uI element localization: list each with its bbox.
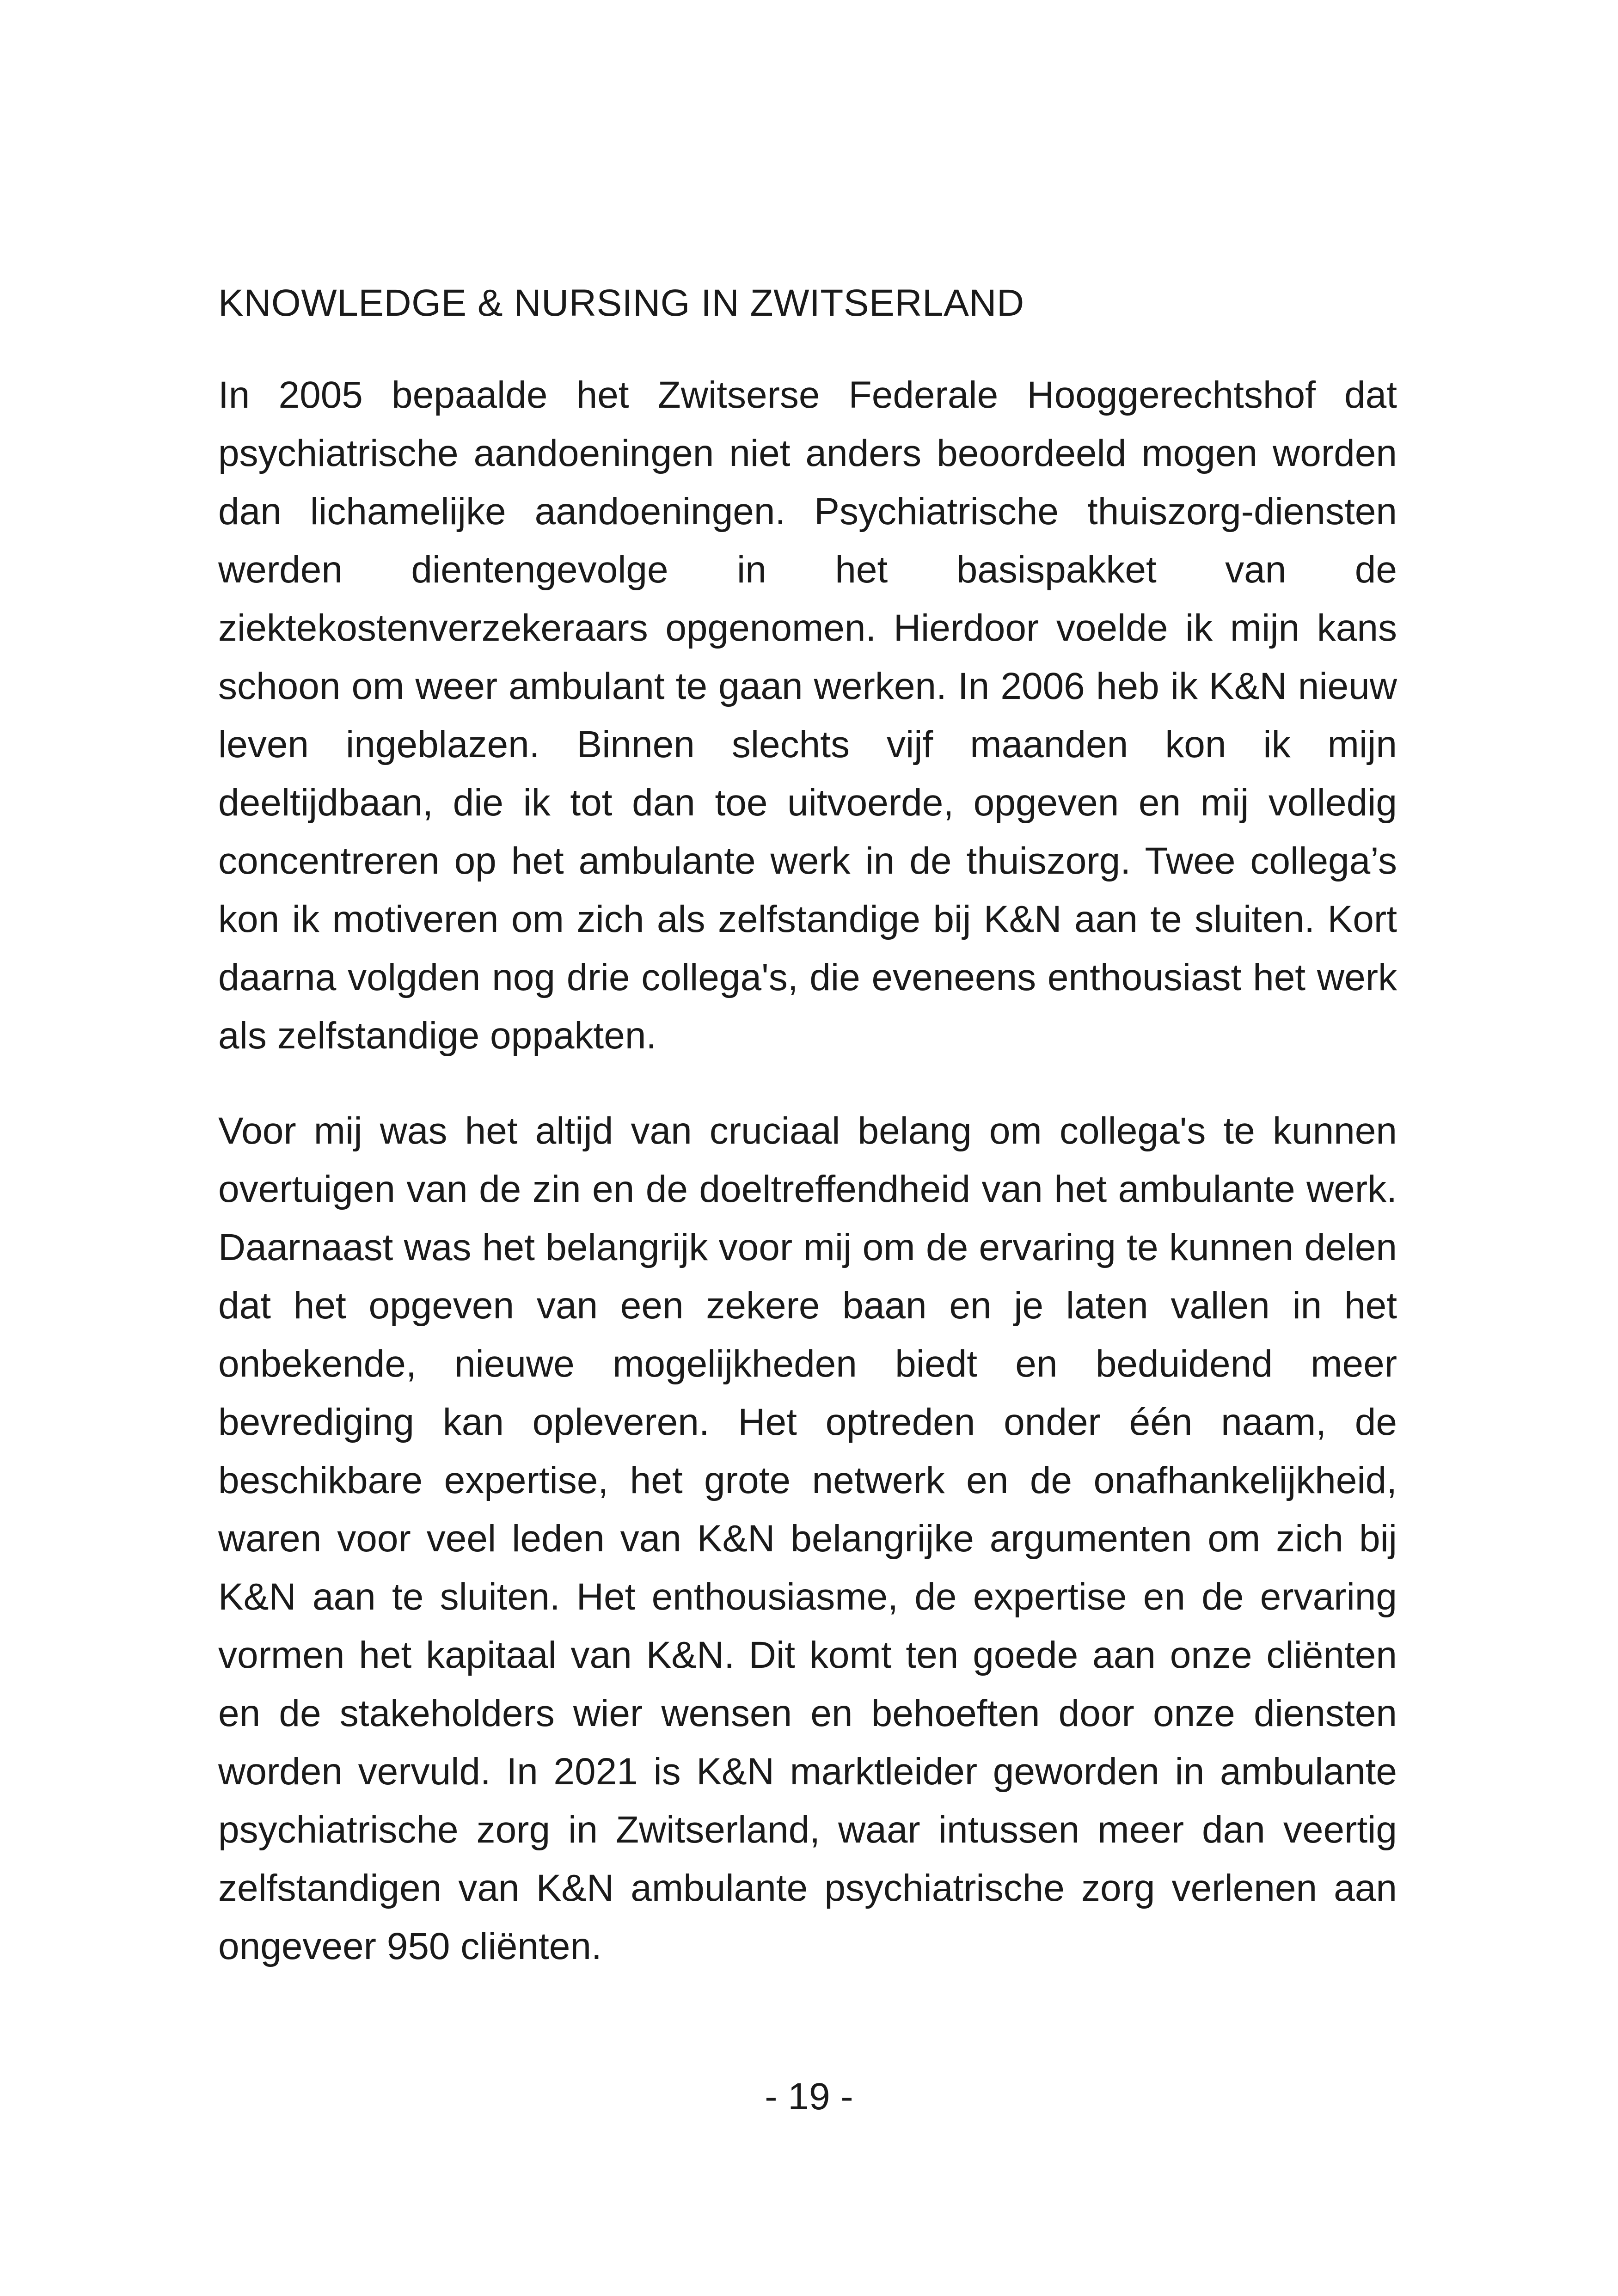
section-heading: KNOWLEDGE & NURSING IN ZWITSERLAND [218, 282, 1024, 324]
paragraph-1: In 2005 bepaalde het Zwitserse Federale Hooggerechtshof dat psychiatrische aandoeningen niet anders beoordeeld mogen worden dan lichamelijke aandoeningen. Psychiatrische thuiszorg-diensten werden dientengevolge in het basispakket van de ziektekostenverzekeraars opgenomen. Hierdoor voelde ik mijn kans schoon om weer ambulant te gaan werken. In 2006 heb ik K&N nieuw leven ingeblazen. Binnen slechts vijf maanden kon ik mijn deeltijdbaan, die ik tot dan toe uitvoerde, opgeven en mij volledig concentreren op het ambulante werk in de thuiszorg. Twee collega’s kon ik motiveren om zich als zelfstandige bij K&N aan te sluiten. Kort daarna volgden nog drie collega's, die eveneens enthousiast het werk als zelfstandige oppakten. [218, 374, 1397, 1057]
page-content [218, 277, 1397, 2013]
page-number: - 19 - [765, 2076, 853, 2118]
paragraph-2: Voor mij was het altijd van cruciaal belang om collega's te kunnen overtuigen van de zin en de doeltreffendheid van het ambulante werk. Daarnaast was het belangrijk voor mij om de ervaring te kunnen delen dat het opgeven van een zekere baan en je laten vallen in het onbekende, nieuwe mogelijkheden biedt en beduidend meer bevrediging kan opleveren. Het optreden onder één naam, de beschikbare expertise, het grote netwerk en de onafhankelijkheid, waren voor veel leden van K&N belangrijke argumenten om zich bij K&N aan te sluiten. Het enthousiasme, de expertise en de ervaring vormen het kapitaal van K&N. Dit komt ten goede aan onze cliënten en de stakeholders wier wensen en behoeften door onze diensten worden vervuld. In 2021 is K&N marktleider geworden in ambulante psychiatrische zorg in Zwitserland, waar intussen meer dan veertig zelfstandigen van K&N ambulante psychiatrische zorg verlenen aan ongeveer 950 cliënten. [218, 1110, 1397, 1967]
